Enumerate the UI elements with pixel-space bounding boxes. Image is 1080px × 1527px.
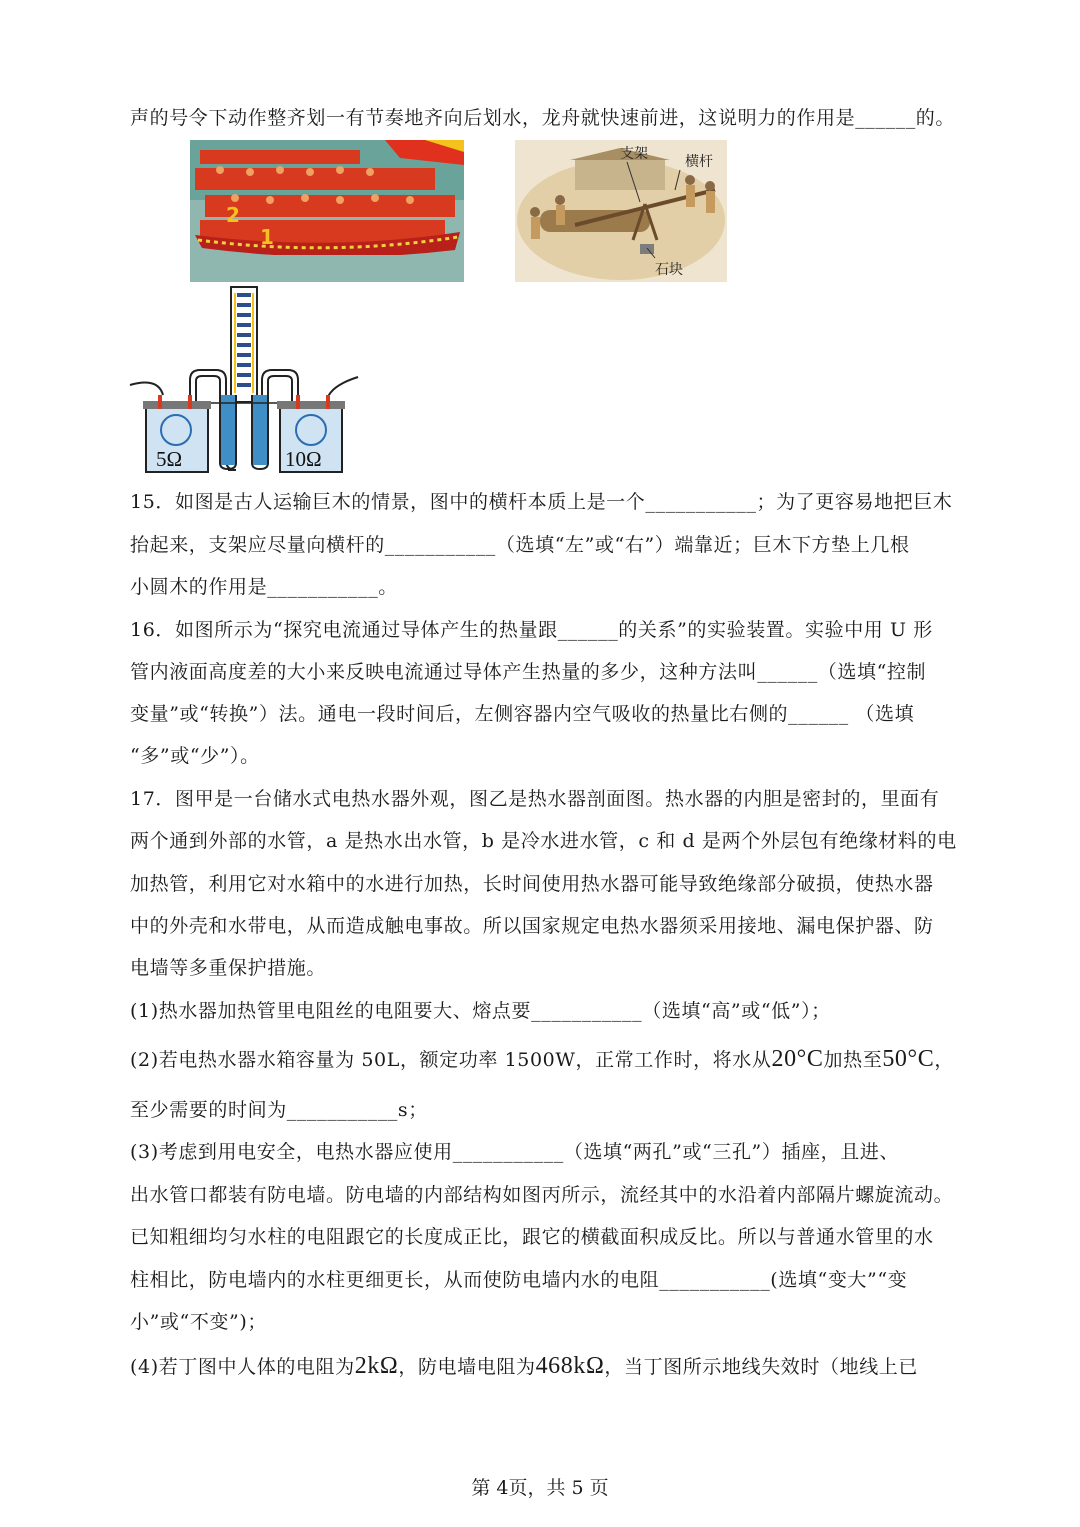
q17-4-end: ，当丁图所示地线失效时（地线上已	[604, 1356, 919, 1378]
text-line: 小圆木的作用是___________。	[130, 576, 398, 598]
text-line: 变量”或“转换”）法。通电一段时间后，左侧容器内空气吸收的热量比右侧的______ （选填	[130, 703, 915, 725]
u-tube-experiment-diagram	[128, 285, 360, 475]
resistor-label-5: 5Ω	[156, 447, 183, 471]
q17-4-text: (4)若丁图中人体的电阻为	[130, 1356, 355, 1378]
text-line: (3)考虑到用电安全，电热水器应使用___________（选填“两孔”或“三孔”）插座，且进、	[130, 1141, 900, 1163]
text-line: 声的号令下动作整齐划一有节奏地齐向后划水，龙舟就快速前进，这说明力的作用是______的。	[130, 107, 956, 129]
page-footer: 第 4页，共 5 页	[471, 1477, 609, 1499]
text-line-q17-4	[130, 1352, 960, 1381]
text-line: 出水管口都装有防电墙。防电墙的内部结构如图丙所示，流经其中的水沿着内部隔片螺旋流动。	[130, 1184, 954, 1206]
text-line: 管内液面高度差的大小来反映电流通过导体产生热量的多少，这种方法叫______（选填“控制	[130, 661, 927, 683]
q17-2-text: (2)若电热水器水箱容量为 50L，额定功率 1500W，正常工作时，将水从	[130, 1049, 772, 1071]
resistor-label-10: 10Ω	[285, 447, 322, 471]
boat-number-2: 2	[226, 203, 240, 227]
text-line: 两个通到外部的水管，a 是热水出水管，b 是冷水进水管，c 和 d 是两个外层包有绝缘材料的电	[130, 830, 957, 852]
q17-2-mid: 加热至	[823, 1049, 883, 1071]
text-line: 已知粗细均匀水柱的电阻跟它的长度成正比，跟它的横截面积成反比。所以与普通水管里的水	[130, 1226, 934, 1248]
dragon-boat-photo	[190, 140, 464, 282]
label-support: 支架	[620, 146, 648, 162]
label-lever-bar: 横杆	[685, 154, 713, 170]
q17-2-end: ，	[934, 1049, 954, 1071]
text-line: 中的外壳和水带电，从而造成触电事故。所以国家规定电热水器须采用接地、漏电保护器、防	[130, 915, 934, 937]
text-line: 15．如图是古人运输巨木的情景，图中的横杆本质上是一个___________；为了更容易地把巨木	[130, 491, 953, 513]
text-line: 小”或“不变”)；	[130, 1311, 267, 1333]
text-line: 至少需要的时间为___________s；	[130, 1099, 428, 1121]
lever-transport-illustration	[515, 140, 727, 282]
text-line: 电墙等多重保护措施。	[130, 957, 327, 979]
text-line: 加热管，利用它对水箱中的水进行加热，长时间使用热水器可能导致绝缘部分破损，使热水器	[130, 873, 934, 895]
text-line: (1)热水器加热管里电阻丝的电阻要大、熔点要___________（选填“高”或“低”）；	[130, 1000, 831, 1022]
boat-number-1: 1	[260, 225, 274, 249]
text-line: “多”或“少”）。	[130, 745, 260, 767]
r-wall: 468kΩ	[535, 1353, 605, 1379]
text-line: 16．如图所示为“探究电流通过导体产生的热量跟______的关系”的实验装置。实验中用 U 形	[130, 619, 933, 641]
temp-from: 20°C	[771, 1046, 824, 1072]
label-stone: 石块	[655, 262, 683, 278]
text-line-q17-2	[130, 1045, 960, 1074]
text-line: 17．图甲是一台储水式电热水器外观，图乙是热水器剖面图。热水器的内胆是密封的，里面有	[130, 788, 940, 810]
r-body: 2kΩ	[354, 1353, 399, 1379]
text-line: 抬起来，支架应尽量向横杆的___________（选填“左”或“右”）端靠近；巨木下方垫上几根	[130, 534, 910, 556]
temp-to: 50°C	[882, 1046, 935, 1072]
q17-4-mid: ，防电墙电阻为	[398, 1356, 536, 1378]
text-line: 柱相比，防电墙内的水柱更细更长，从而使防电墙内水的电阻___________(选填“变大”“变	[130, 1269, 908, 1291]
